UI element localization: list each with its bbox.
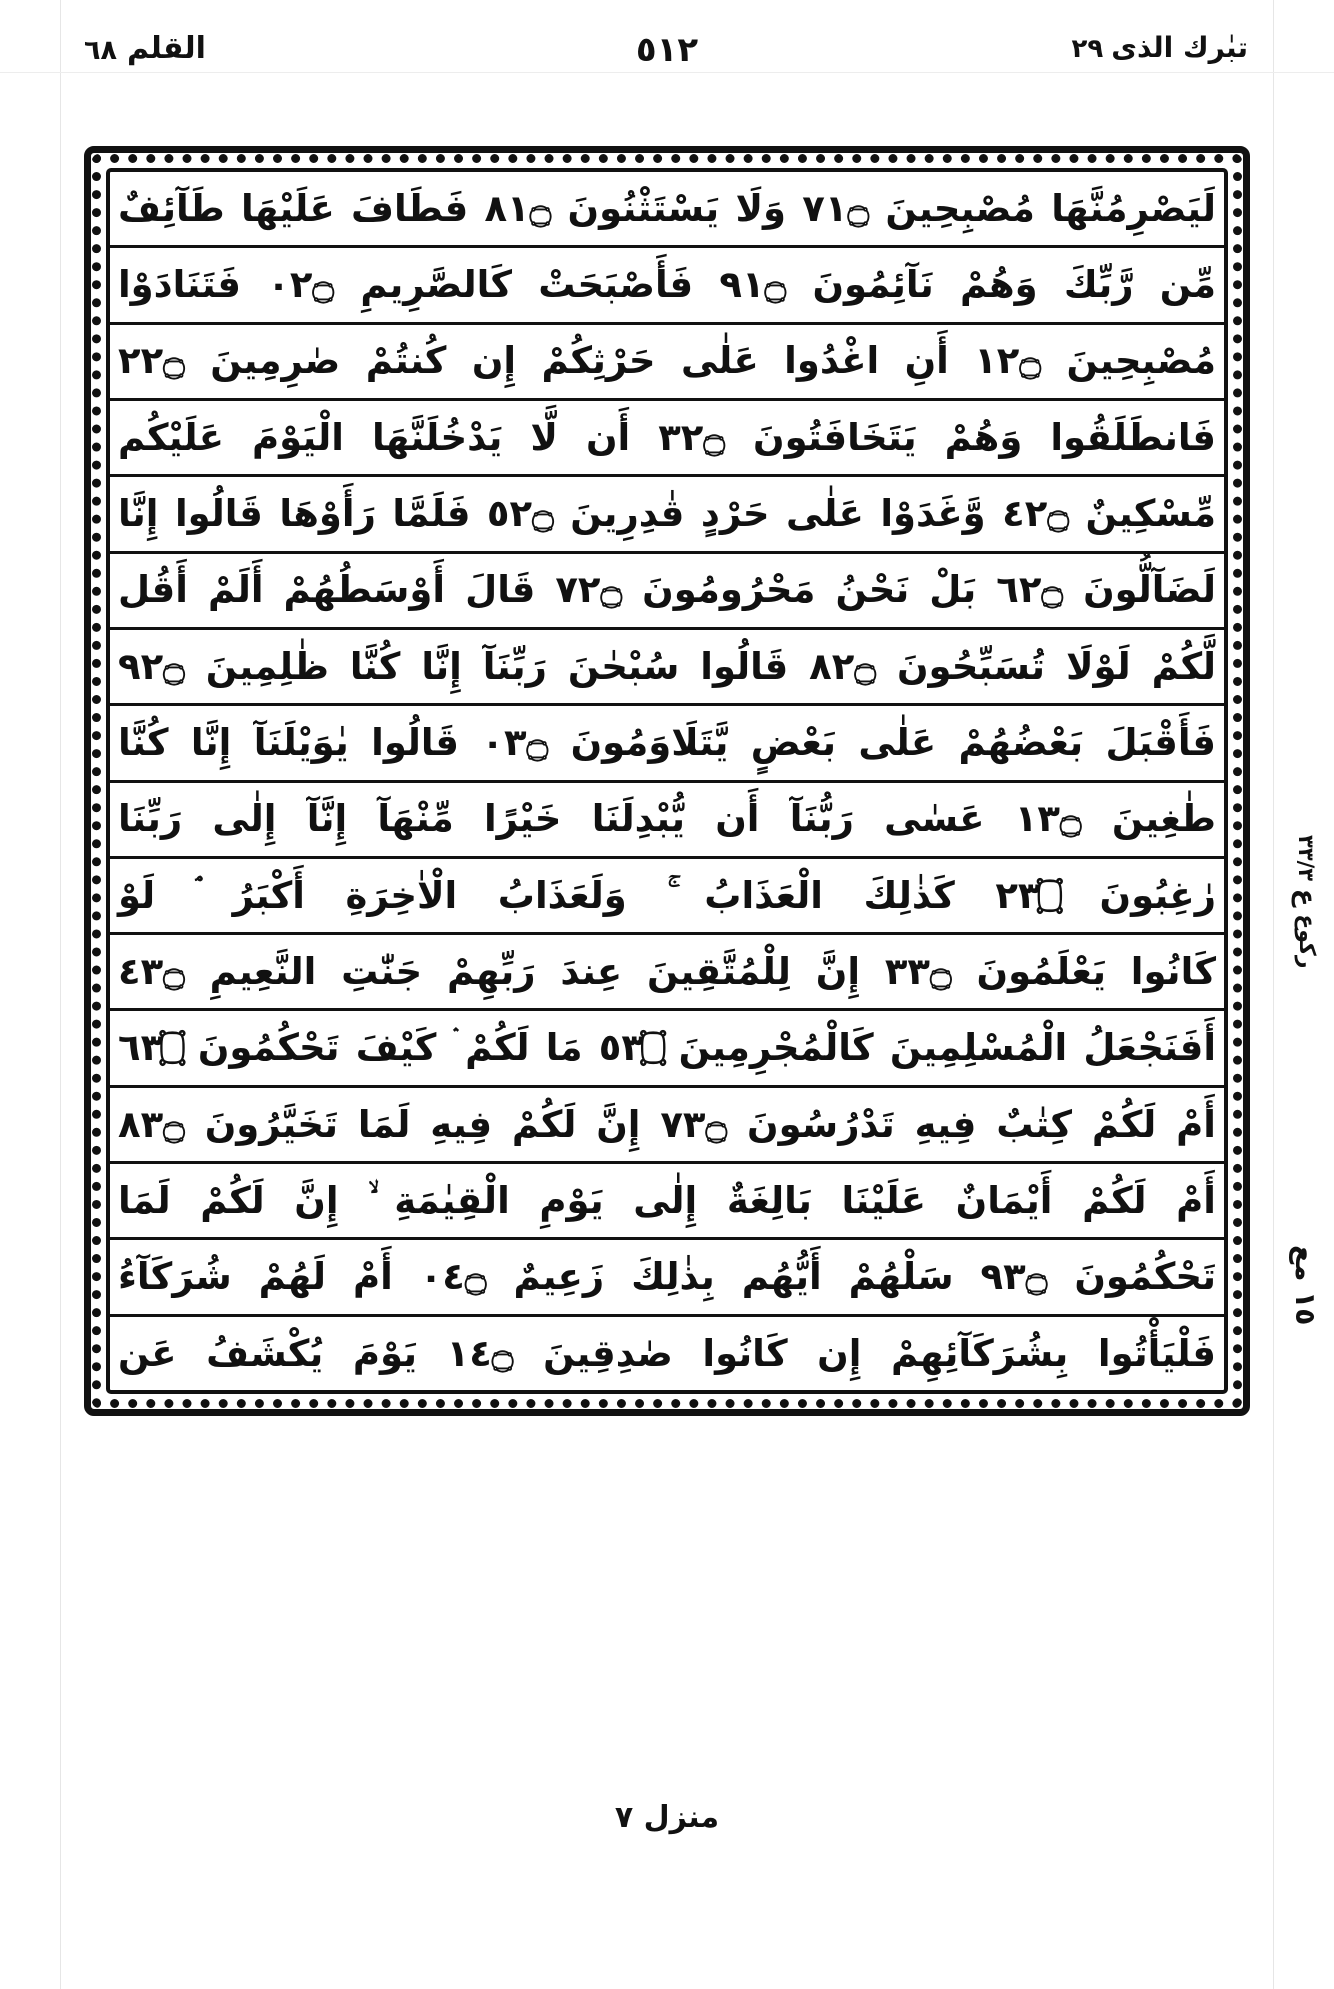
ayah-line xyxy=(110,325,1224,401)
ayah-line-text: تَحْكُمُونَ ۝٣٩ سَلْهُمْ أَيُّهُم بِذٰلِكَ زَعِيمٌ ۝٤٠ أَمْ لَهُمْ شُرَكَآءُ xyxy=(118,1255,1216,1299)
ayah-line-text: فَلْيَأْتُوا بِشُرَكَآئِهِمْ إِن كَانُوا صٰدِقِينَ ۝٤١ يَوْمَ يُكْشَفُ عَن xyxy=(118,1331,1216,1375)
ayah-line-text: مِّن رَّبِّكَ وَهُمْ نَآئِمُونَ ۝١٩ فَأَصْبَحَتْ كَالصَّرِيمِ ۝٢٠ فَتَنَادَوْا xyxy=(118,263,1216,307)
ayah-line xyxy=(110,554,1224,630)
ayah-line xyxy=(110,172,1224,248)
surah-number: ٦٨ xyxy=(84,35,117,66)
text-frame xyxy=(84,146,1250,1416)
ayah-line xyxy=(110,1240,1224,1316)
ayah-line-text: أَفَنَجْعَلُ الْمُسْلِمِينَ كَالْمُجْرِمِينَ ۝٣٥ مَا لَكُمْ ۛ كَيْفَ تَحْكُمُونَ ۝٣٦ xyxy=(118,1026,1216,1070)
ayah-line-text: طٰغِينَ ۝٣١ عَسٰى رَبُّنَآ أَن يُّبْدِلَنَا خَيْرًا مِّنْهَآ إِنَّآ إِلٰى رَبِّنَا xyxy=(118,797,1216,841)
ruku-marker-symbol: ع xyxy=(1291,888,1321,907)
hizb-marker-label: ١٥ مع xyxy=(1289,1245,1322,1326)
ayah-lines-container xyxy=(106,168,1228,1394)
ayah-line xyxy=(110,1164,1224,1240)
page-edge-left-guide xyxy=(60,0,61,1989)
ayah-line xyxy=(110,1317,1224,1390)
ayah-line-text: مِّسْكِينٌ ۝٢٤ وَّغَدَوْا عَلٰى حَرْدٍ قٰدِرِينَ ۝٢٥ فَلَمَّا رَأَوْهَا قَالُوا إِنَّا xyxy=(118,492,1216,536)
ruku-marker xyxy=(1291,832,1320,969)
ayah-line xyxy=(110,630,1224,706)
ayah-line xyxy=(110,477,1224,553)
ayah-line-text: فَانطَلَقُوا وَهُمْ يَتَخَافَتُونَ ۝٢٣ أَن لَّا يَدْخُلَنَّهَا الْيَوْمَ عَلَيْكُم xyxy=(118,415,1216,459)
ayah-line-text: رٰغِبُونَ ۝٣٢ كَذٰلِكَ الْعَذَابُ ۚ وَلَعَذَابُ الْاٰخِرَةِ أَكْبَرُ ۘ لَوْ xyxy=(118,873,1216,917)
juz-label xyxy=(1071,31,1248,64)
juz-name: تبٰرك الذى xyxy=(1111,31,1248,64)
page-footer xyxy=(0,1800,1334,1835)
ayah-line-text: لَّكُمْ لَوْلَا تُسَبِّحُونَ ۝٢٨ قَالُوا سُبْحٰنَ رَبِّنَآ إِنَّا كُنَّا ظٰلِمِينَ ۝٢٩ xyxy=(118,644,1216,688)
surah-name: القلم xyxy=(126,31,206,66)
page-header xyxy=(0,0,1334,96)
ayah-line xyxy=(110,706,1224,782)
ayah-line-text: لَضَآلُّونَ ۝٢٦ بَلْ نَحْنُ مَحْرُومُونَ ۝٢٧ قَالَ أَوْسَطُهُمْ أَلَمْ أَقُل xyxy=(118,568,1216,612)
ayah-line-text: كَانُوا يَعْلَمُونَ ۝٣٣ إِنَّ لِلْمُتَّقِينَ عِندَ رَبِّهِمْ جَنّٰتِ النَّعِيمِ ۝٣٤ xyxy=(118,949,1216,993)
ruku-marker-fraction: ٣٣/٣ xyxy=(1294,835,1318,882)
page-number: ٥١٢ xyxy=(635,30,699,70)
ayah-line-text: لَيَصْرِمُنَّهَا مُصْبِحِينَ ۝١٧ وَلَا يَسْتَثْنُونَ ۝١٨ فَطَافَ عَلَيْهَا طَآئِفٌ xyxy=(118,186,1216,230)
ayah-line xyxy=(110,248,1224,324)
ayah-line-text: مُصْبِحِينَ ۝٢١ أَنِ اغْدُوا عَلٰى حَرْثِكُمْ إِن كُنتُمْ صٰرِمِينَ ۝٢٢ xyxy=(118,339,1216,383)
ayah-line xyxy=(110,783,1224,859)
page-edge-right-guide xyxy=(1273,0,1274,1989)
manzil-marker: منزل ٧ xyxy=(614,1800,720,1835)
ayah-line xyxy=(110,1011,1224,1087)
hizb-marker xyxy=(1289,1245,1320,1325)
ayah-line xyxy=(110,859,1224,935)
ayah-line-text: أَمْ لَكُمْ أَيْمَانٌ عَلَيْنَا بَالِغَةٌ إِلٰى يَوْمِ الْقِيٰمَةِ ۙ إِنَّ لَكُمْ لَمَا xyxy=(118,1178,1216,1222)
ayah-line-text: فَأَقْبَلَ بَعْضُهُمْ عَلٰى بَعْضٍ يَّتَلَاوَمُونَ ۝٣٠ قَالُوا يٰوَيْلَنَآ إِنَّا كُنَّا xyxy=(118,721,1216,765)
ruku-marker-label: ركوع xyxy=(1294,914,1319,969)
juz-number: ٢٩ xyxy=(1071,34,1104,64)
ayah-line xyxy=(110,401,1224,477)
ayah-line xyxy=(110,935,1224,1011)
ayah-line-text: أَمْ لَكُمْ كِتٰبٌ فِيهِ تَدْرُسُونَ ۝٣٧ إِنَّ لَكُمْ فِيهِ لَمَا تَخَيَّرُونَ ۝٣٨ xyxy=(118,1102,1216,1146)
ayah-line xyxy=(110,1088,1224,1164)
